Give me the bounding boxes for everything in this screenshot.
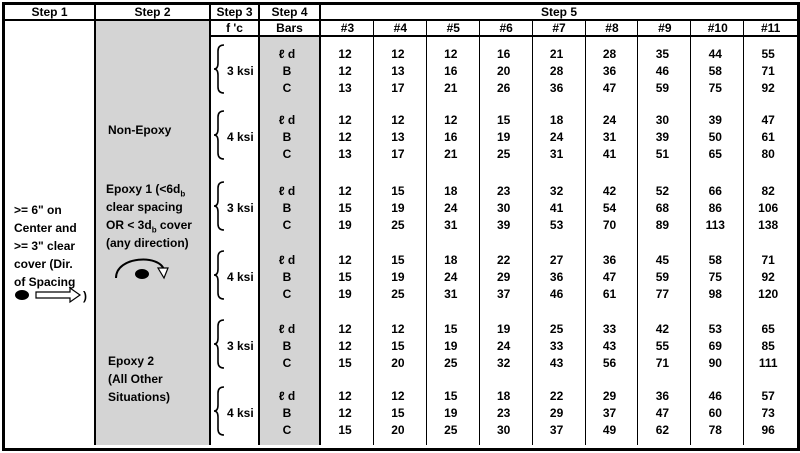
value-cell: 71	[761, 253, 775, 267]
value-cell: 86	[708, 201, 722, 215]
bar-size-header: #4	[393, 21, 408, 35]
size-col-divider	[532, 21, 533, 445]
value-cell: 53	[708, 322, 722, 336]
value-cell: 54	[602, 201, 617, 215]
value-cell: 41	[602, 147, 617, 161]
value-cell: 92	[761, 270, 775, 284]
value-cell: 12	[444, 113, 458, 127]
value-cell: 28	[602, 47, 617, 61]
value-cell: 47	[761, 113, 775, 127]
row-label: C	[282, 423, 292, 437]
value-cell: 42	[655, 322, 670, 336]
row-label: B	[282, 339, 292, 353]
row-label: C	[282, 356, 292, 370]
value-cell: 90	[708, 356, 722, 370]
value-cell: 70	[602, 218, 617, 232]
value-cell: 12	[391, 47, 405, 61]
size-col-divider	[690, 21, 691, 445]
value-cell: 46	[708, 389, 722, 403]
col-divider-1	[94, 5, 96, 445]
value-cell: 39	[497, 218, 511, 232]
value-cell: 75	[708, 81, 722, 95]
value-cell: 16	[444, 130, 458, 144]
value-cell: 25	[549, 322, 564, 336]
value-cell: 31	[444, 218, 458, 232]
value-cell: 20	[391, 356, 405, 370]
size-col-divider	[479, 21, 480, 445]
value-cell: 29	[497, 270, 511, 284]
value-cell: 22	[497, 253, 511, 267]
row-label: B	[282, 130, 292, 144]
value-cell: 15	[338, 270, 352, 284]
epoxy2-line-3: Situations)	[108, 390, 170, 404]
value-cell: 15	[444, 322, 458, 336]
value-cell: 61	[761, 130, 775, 144]
value-cell: 12	[338, 406, 352, 420]
row-label: ℓ d	[278, 322, 296, 336]
value-cell: 46	[655, 64, 670, 78]
value-cell: 36	[549, 270, 564, 284]
value-cell: 12	[338, 339, 352, 353]
value-cell: 33	[602, 322, 617, 336]
value-cell: 15	[391, 406, 405, 420]
fc-label: 3 ksi	[227, 63, 254, 78]
bar-size-header: #6	[499, 21, 513, 35]
value-cell: 47	[602, 81, 617, 95]
value-cell: 39	[655, 130, 670, 144]
value-cell: 75	[708, 270, 722, 284]
value-cell: 18	[444, 184, 458, 198]
value-cell: 35	[655, 47, 670, 61]
epoxy1-line-1: Epoxy 1 ($<6d_b$	[106, 182, 186, 199]
value-cell: 37	[497, 287, 511, 301]
value-cell: 57	[761, 389, 775, 403]
value-cell: 39	[708, 113, 722, 127]
value-cell: 12	[338, 64, 352, 78]
epoxy1-line-4: (any direction)	[106, 236, 189, 250]
bar-size-header: #8	[605, 21, 619, 35]
header-step4: Step 4	[271, 5, 308, 19]
value-cell: 18	[497, 389, 511, 403]
value-cell: 50	[708, 130, 722, 144]
value-cell: 26	[497, 81, 511, 95]
step1-line-5: of Spacing	[14, 275, 76, 289]
row-label: C	[282, 147, 292, 161]
value-cell: 13	[338, 81, 352, 95]
value-cell: 17	[391, 147, 405, 161]
value-cell: 20	[391, 423, 405, 437]
step1-line-4: cover (Dir.	[14, 257, 73, 271]
fc-label: 3 ksi	[227, 200, 254, 215]
grouping-brace	[212, 43, 226, 95]
value-cell: 120	[758, 287, 779, 301]
grouping-brace	[212, 385, 226, 437]
value-cell: 85	[761, 339, 775, 353]
value-cell: 30	[497, 201, 511, 215]
value-cell: 59	[655, 81, 670, 95]
value-cell: 15	[391, 339, 405, 353]
value-cell: 30	[497, 423, 511, 437]
value-cell: 69	[708, 339, 722, 353]
value-cell: 96	[761, 423, 775, 437]
row-label: C	[282, 81, 292, 95]
value-cell: 32	[549, 184, 564, 198]
value-cell: 24	[444, 270, 458, 284]
row-label: ℓ d	[278, 253, 296, 267]
value-cell: 24	[602, 113, 617, 127]
value-cell: 15	[338, 201, 352, 215]
value-cell: 12	[338, 130, 352, 144]
value-cell: 24	[497, 339, 511, 353]
value-cell: 65	[761, 322, 775, 336]
value-cell: 36	[602, 253, 617, 267]
header-step5: Step 5	[540, 5, 577, 19]
fc-label: 3 ksi	[227, 338, 254, 353]
value-cell: 36	[549, 81, 564, 95]
row-label: C	[282, 287, 292, 301]
value-cell: 55	[761, 47, 775, 61]
spacing-direction-icon	[10, 287, 94, 305]
value-cell: 13	[338, 147, 352, 161]
epoxy1-line-2: clear spacing	[106, 200, 183, 214]
value-cell: 17	[391, 81, 405, 95]
row-label: B	[282, 201, 292, 215]
value-cell: 22	[549, 389, 564, 403]
any-direction-icon	[110, 252, 178, 286]
value-cell: 18	[549, 113, 564, 127]
value-cell: 21	[444, 147, 458, 161]
bar-size-header: #7	[552, 21, 566, 35]
grouping-brace	[212, 109, 226, 161]
value-cell: 111	[758, 356, 778, 370]
row-label: ℓ d	[278, 184, 296, 198]
col-divider-3	[258, 5, 260, 445]
value-cell: 16	[497, 47, 511, 61]
value-cell: 73	[761, 406, 775, 420]
row-label: C	[282, 218, 292, 232]
step1-line-3: >= 3" clear	[14, 239, 76, 253]
value-cell: 66	[708, 184, 722, 198]
value-cell: 31	[602, 130, 617, 144]
bar-size-header: #10	[707, 21, 728, 35]
value-cell: 18	[444, 253, 458, 267]
size-col-divider	[585, 21, 586, 445]
value-cell: 23	[497, 184, 511, 198]
value-cell: 42	[602, 184, 617, 198]
value-cell: 36	[602, 64, 617, 78]
value-cell: 53	[549, 218, 564, 232]
value-cell: 47	[655, 406, 670, 420]
value-cell: 25	[391, 287, 405, 301]
bar-size-header: #9	[658, 21, 672, 35]
row-label: B	[282, 64, 292, 78]
value-cell: 71	[761, 64, 775, 78]
value-cell: 33	[549, 339, 564, 353]
value-cell: 98	[708, 287, 722, 301]
grouping-brace	[212, 318, 226, 370]
value-cell: 37	[549, 423, 564, 437]
epoxy2-line-1: Epoxy 2	[108, 354, 155, 368]
value-cell: 55	[655, 339, 670, 353]
value-cell: 27	[549, 253, 564, 267]
value-cell: 13	[391, 130, 405, 144]
value-cell: 28	[549, 64, 564, 78]
value-cell: 12	[444, 47, 458, 61]
value-cell: 19	[338, 287, 352, 301]
row-label: ℓ d	[278, 113, 296, 127]
value-cell: 12	[391, 389, 405, 403]
value-cell: 24	[444, 201, 458, 215]
value-cell: 12	[338, 113, 352, 127]
svg-text:): )	[83, 289, 87, 303]
size-col-divider	[637, 21, 638, 445]
value-cell: 43	[602, 339, 617, 353]
header-bars: Bars	[276, 21, 303, 35]
value-cell: 25	[391, 218, 405, 232]
value-cell: 36	[655, 389, 670, 403]
value-cell: 106	[758, 201, 779, 215]
value-cell: 12	[338, 322, 352, 336]
value-cell: 77	[655, 287, 670, 301]
value-cell: 15	[391, 184, 405, 198]
value-cell: 62	[655, 423, 670, 437]
value-cell: 49	[602, 423, 617, 437]
header-fc: f 'c	[226, 21, 243, 35]
value-cell: 61	[602, 287, 617, 301]
value-cell: 15	[444, 389, 458, 403]
value-cell: 71	[655, 356, 670, 370]
epoxy1-line-3: OR < $3d_b$ cover	[106, 218, 192, 235]
value-cell: 19	[497, 130, 511, 144]
value-cell: 68	[655, 201, 670, 215]
value-cell: 25	[444, 356, 458, 370]
size-col-divider	[426, 21, 427, 445]
size-col-divider	[373, 21, 374, 445]
value-cell: 37	[602, 406, 617, 420]
value-cell: 19	[338, 218, 352, 232]
col-divider-2	[209, 5, 211, 445]
value-cell: 51	[655, 147, 670, 161]
value-cell: 13	[391, 64, 405, 78]
size-col-divider	[743, 21, 744, 445]
value-cell: 31	[444, 287, 458, 301]
value-cell: 56	[602, 356, 617, 370]
value-cell: 78	[708, 423, 722, 437]
value-cell: 45	[655, 253, 670, 267]
value-cell: 43	[549, 356, 564, 370]
value-cell: 60	[708, 406, 722, 420]
non-epoxy-label: Non-Epoxy	[108, 123, 172, 137]
value-cell: 12	[338, 389, 352, 403]
value-cell: 19	[391, 270, 405, 284]
value-cell: 58	[708, 64, 722, 78]
value-cell: 46	[549, 287, 564, 301]
bar-size-header: #3	[340, 21, 355, 35]
step1-line-2: Center and	[14, 221, 77, 235]
header-step2: Step 2	[134, 5, 171, 19]
value-cell: 59	[655, 270, 670, 284]
col-divider-4	[319, 5, 321, 445]
value-cell: 92	[761, 81, 775, 95]
value-cell: 32	[497, 356, 511, 370]
row-label: ℓ d	[278, 47, 296, 61]
row-label: ℓ d	[278, 389, 296, 403]
value-cell: 15	[338, 356, 352, 370]
grouping-brace	[212, 249, 226, 301]
value-cell: 82	[761, 184, 775, 198]
value-cell: 21	[444, 81, 458, 95]
bar-size-header: #5	[446, 21, 460, 35]
value-cell: 25	[444, 423, 458, 437]
value-cell: 80	[761, 147, 775, 161]
value-cell: 16	[444, 64, 458, 78]
value-cell: 15	[497, 113, 511, 127]
value-cell: 24	[549, 130, 564, 144]
fc-label: 4 ksi	[227, 405, 254, 420]
step4-shade	[260, 37, 319, 445]
header-step3: Step 3	[216, 5, 253, 19]
grouping-brace	[212, 180, 226, 232]
value-cell: 29	[602, 389, 617, 403]
bar-size-header: #11	[760, 21, 781, 35]
value-cell: 15	[338, 423, 352, 437]
value-cell: 20	[497, 64, 511, 78]
value-cell: 12	[338, 253, 352, 267]
value-cell: 12	[391, 322, 405, 336]
value-cell: 19	[391, 201, 405, 215]
value-cell: 19	[444, 339, 458, 353]
value-cell: 58	[708, 253, 722, 267]
row-label: B	[282, 270, 292, 284]
fc-label: 4 ksi	[227, 269, 254, 284]
value-cell: 23	[497, 406, 511, 420]
value-cell: 113	[705, 218, 725, 232]
value-cell: 89	[655, 218, 670, 232]
value-cell: 15	[391, 253, 405, 267]
value-cell: 52	[655, 184, 670, 198]
value-cell: 29	[549, 406, 564, 420]
value-cell: 30	[655, 113, 670, 127]
epoxy2-line-2: (All Other	[108, 372, 163, 386]
header-step1: Step 1	[31, 5, 68, 19]
value-cell: 19	[444, 406, 458, 420]
row-label: B	[282, 406, 292, 420]
value-cell: 12	[391, 113, 405, 127]
value-cell: 65	[708, 147, 722, 161]
value-cell: 19	[497, 322, 511, 336]
fc-label: 4 ksi	[227, 129, 254, 144]
step1-line-1: >= 6" on	[14, 203, 62, 217]
value-cell: 41	[549, 201, 564, 215]
value-cell: 31	[549, 147, 564, 161]
value-cell: 21	[549, 47, 564, 61]
value-cell: 25	[497, 147, 511, 161]
value-cell: 12	[338, 184, 352, 198]
value-cell: 12	[338, 47, 352, 61]
value-cell: 47	[602, 270, 617, 284]
value-cell: 44	[708, 47, 722, 61]
value-cell: 138	[758, 218, 779, 232]
